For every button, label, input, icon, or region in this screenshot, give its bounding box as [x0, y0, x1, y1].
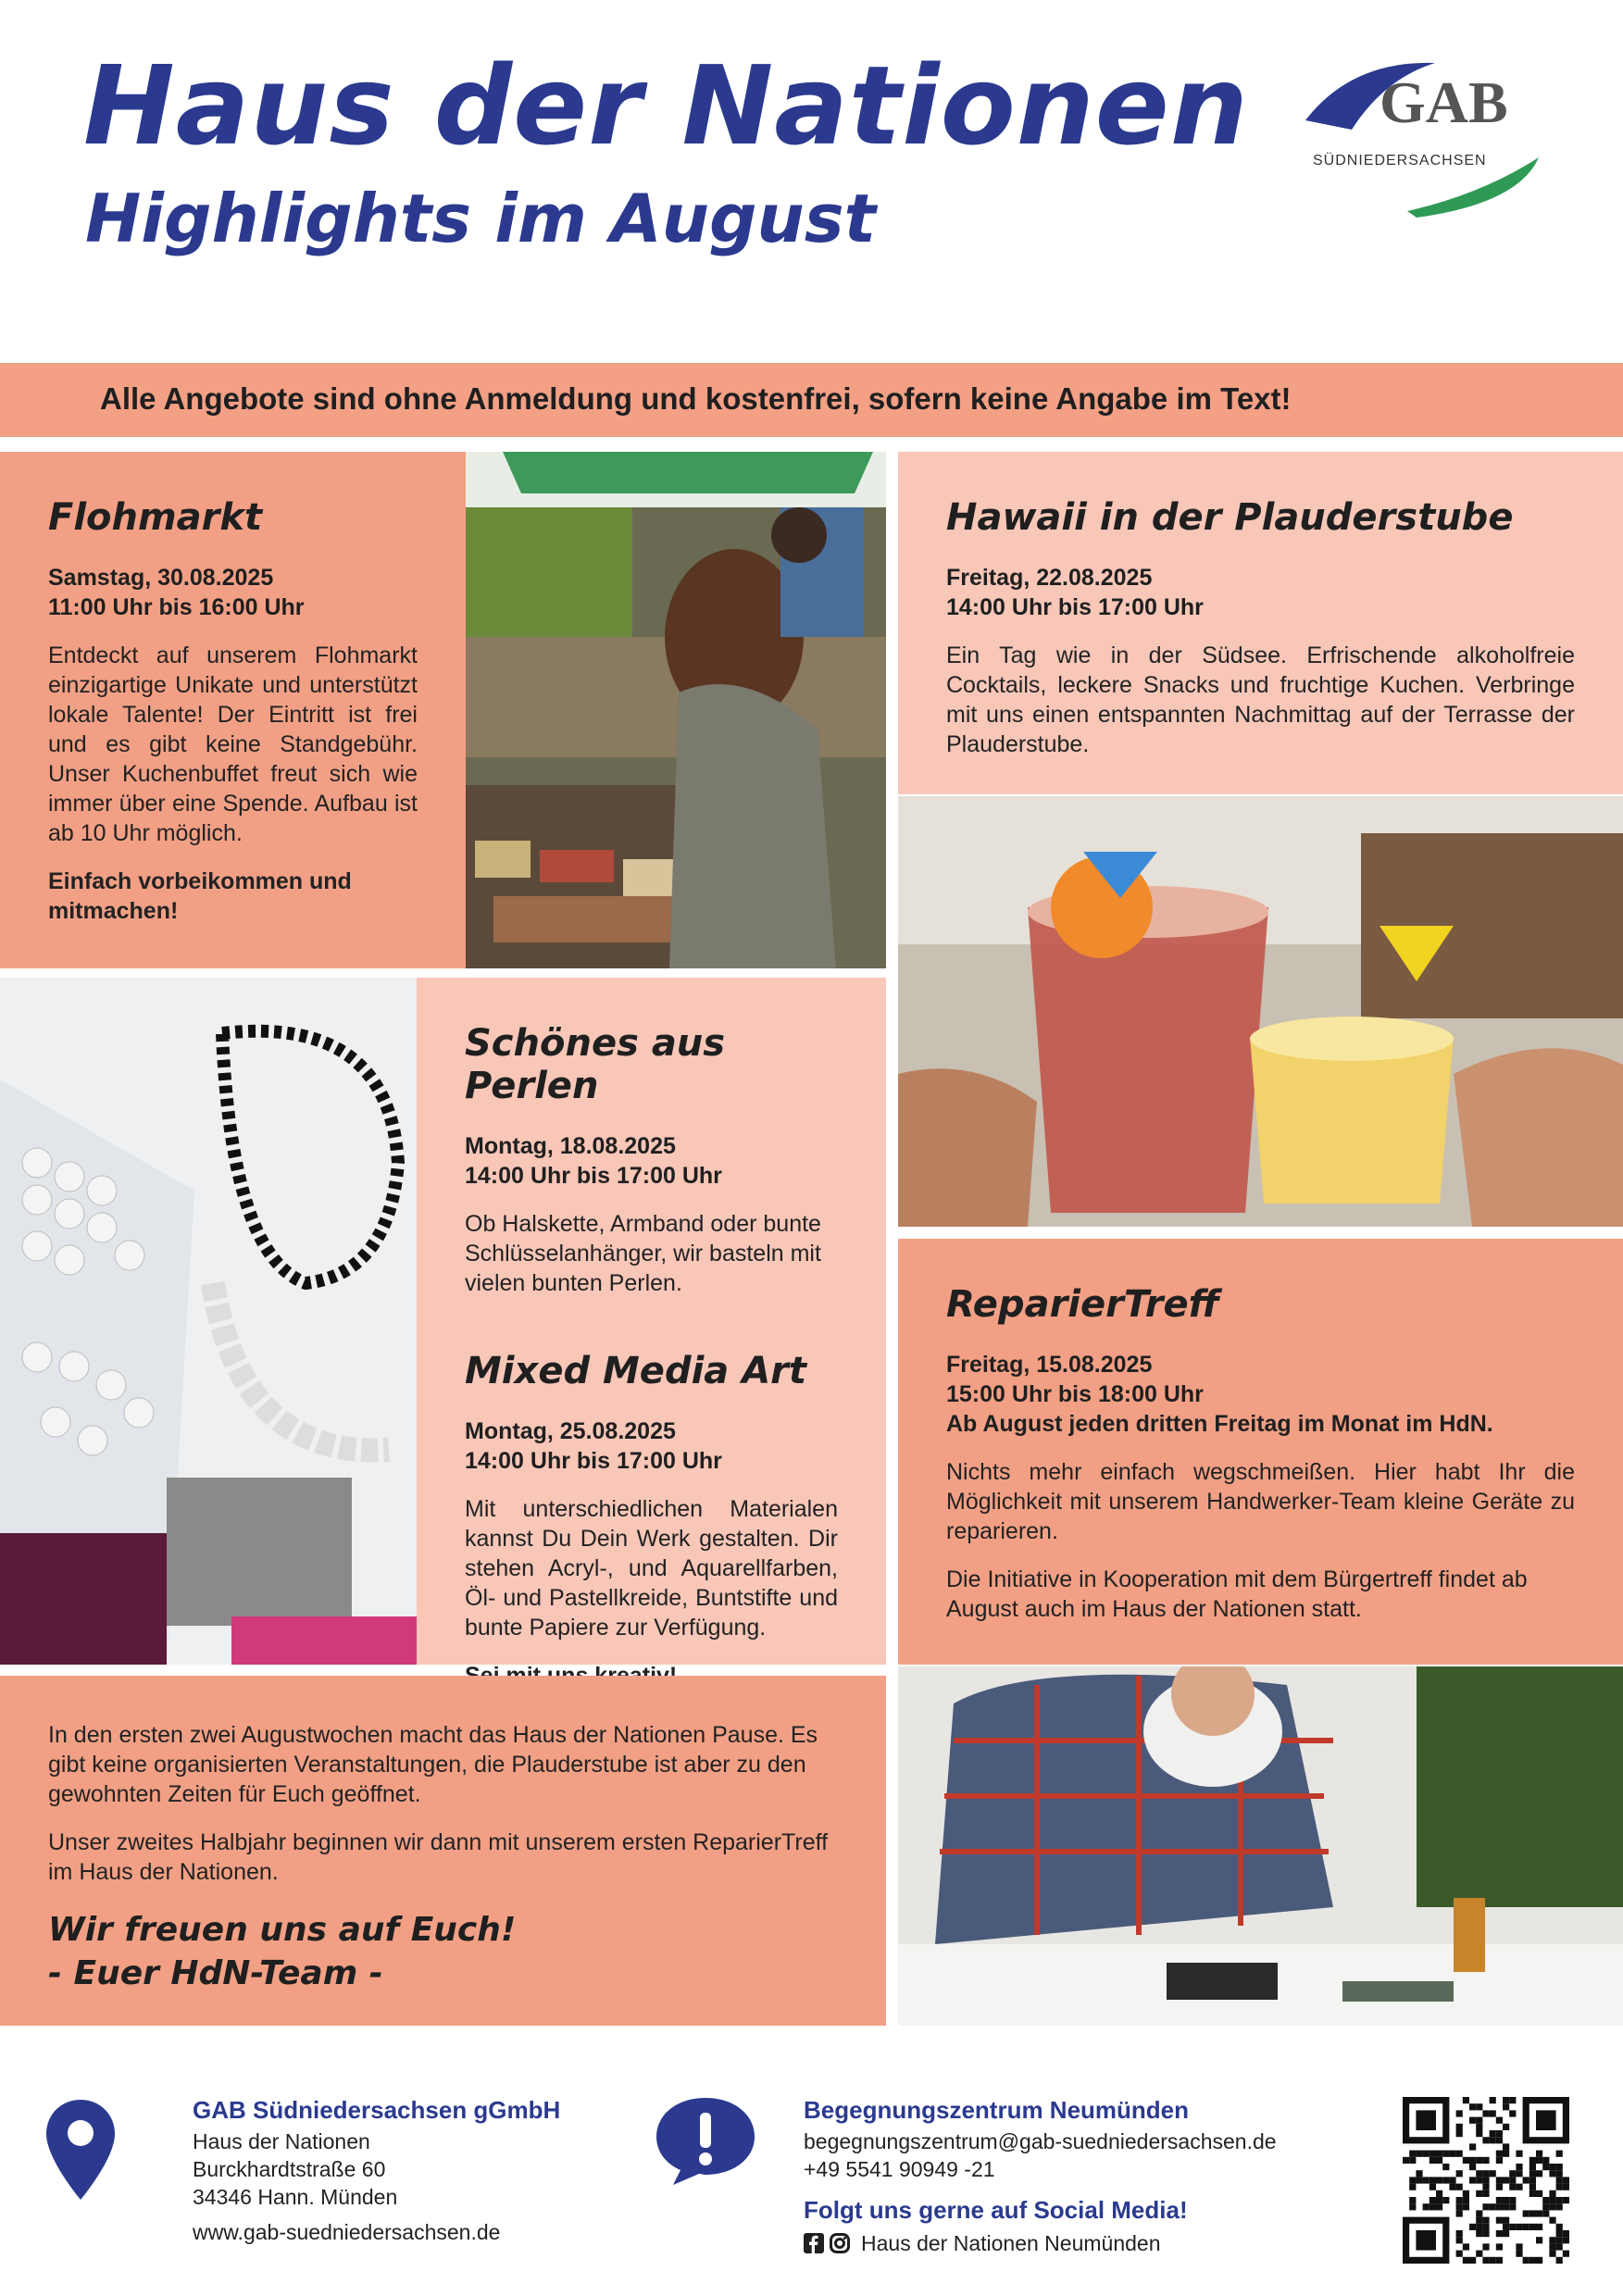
event-time: 11:00 Uhr bis 16:00 Uhr [48, 594, 305, 620]
closing-card [0, 1676, 886, 2026]
location-pin-icon [46, 2100, 115, 2200]
event-time: 14:00 Uhr bis 17:00 Uhr [465, 1163, 722, 1189]
flohmarkt-photo [466, 452, 886, 968]
event-card-perlen-mixed [417, 978, 886, 1665]
footer-social-heading: Folgt uns gerne auf Social Media! [804, 2196, 1188, 2224]
event-date: Freitag, 15.08.2025 [946, 1352, 1153, 1378]
svg-text:GAB: GAB [1380, 69, 1508, 135]
event-card-hawaii [898, 452, 1623, 794]
event-description: Ob Halskette, Armband oder bunte Schlüsselanhänger, wir basteln mit vielen bunten Perlen. [465, 1211, 821, 1296]
closing-text: In den ersten zwei Augustwochen macht das Haus der Nationen Pause. Es gibt keine organisierten Veranstaltungen, die Plauderstube ist aber zu den gewohnten Zeiten für Euch geöffnet. [48, 1722, 818, 1807]
svg-text:SÜDNIEDERSACHSEN: SÜDNIEDERSACHSEN [1313, 153, 1487, 168]
event-title: ReparierTreff [946, 1283, 1219, 1326]
instagram-icon[interactable] [830, 2233, 850, 2253]
info-banner [0, 363, 1623, 437]
event-time: 14:00 Uhr bis 17:00 Uhr [946, 594, 1204, 620]
event-description: Die Initiative in Kooperation mit dem Bürgertreff findet ab August auch im Haus der Nationen statt. [946, 1566, 1528, 1622]
closing-signoff-team: - Euer HdN-Team - [48, 1954, 383, 1992]
footer-org-name: GAB Südniedersachsen gGmbH [193, 2096, 561, 2124]
footer-address-line: 34346 Hann. Münden [193, 2185, 398, 2209]
event-description: Nichts mehr einfach wegschmeißen. Hier habt Ihr die Möglichkeit mit unserem Handwerker-Team kleine Geräte zu reparieren. [946, 1459, 1575, 1544]
repair-photo [898, 1666, 1623, 2026]
event-date: Montag, 18.08.2025 [465, 1133, 676, 1159]
closing-text: Unser zweites Halbjahr beginnen wir dann mit unserem ersten ReparierTreff im Haus der Nationen. [48, 1829, 829, 1885]
event-title: Flohmarkt [48, 496, 263, 539]
chat-exclamation-icon [653, 2094, 758, 2187]
event-title: Hawaii in der Plauderstube [946, 496, 1514, 539]
footer-center-name: Begegnungszentrum Neumünden [804, 2096, 1190, 2124]
event-title: Mixed Media Art [465, 1350, 807, 1392]
page-title: Haus der Nationen [83, 42, 1249, 169]
footer-phone: +49 5541 90949 -21 [804, 2157, 995, 2181]
footer-website-link[interactable]: www.gab-suedniedersachsen.de [193, 2220, 501, 2244]
event-description: Mit unterschiedlichen Materialen kannst Du Dein Werk gestalten. Dir stehen Acryl-, und Aquarellfarben, Öl- und Pastellkreide, Buntstifte und bunte Papiere zur Verfügung. [465, 1496, 838, 1641]
footer-social-handle[interactable]: Haus der Nationen Neumünden [861, 2231, 1161, 2255]
footer-email-link[interactable]: begegnungszentrum@gab-suedniedersachsen.de [804, 2129, 1277, 2153]
event-cta: Einfach vorbeikommen und mitmachen! [48, 868, 352, 924]
event-title: Schönes aus Perlen [465, 1022, 726, 1107]
footer-address-line: Burckhardtstraße 60 [193, 2157, 386, 2181]
event-card-flohmarkt [0, 452, 466, 968]
event-date: Freitag, 22.08.2025 [946, 565, 1153, 591]
qr-code[interactable] [1403, 2097, 1569, 2264]
event-date: Montag, 25.08.2025 [465, 1418, 676, 1444]
footer-address-line: Haus der Nationen [193, 2129, 370, 2153]
info-banner-text: Alle Angebote sind ohne Anmeldung und kostenfrei, sofern keine Angabe im Text! [100, 381, 1292, 416]
event-time: 14:00 Uhr bis 17:00 Uhr [465, 1448, 722, 1474]
cocktail-photo [898, 796, 1623, 1227]
event-card-repair [898, 1239, 1623, 1665]
facebook-icon[interactable] [804, 2233, 824, 2253]
event-date: Samstag, 30.08.2025 [48, 565, 274, 591]
closing-signoff: Wir freuen uns auf Euch! [48, 1911, 517, 1949]
event-time: 15:00 Uhr bis 18:00 Uhr [946, 1381, 1204, 1407]
event-note: Ab August jeden dritten Freitag im Monat im HdN. [946, 1411, 1493, 1437]
gab-logo [1296, 56, 1546, 222]
event-description: Ein Tag wie in der Südsee. Erfrischende alkoholfreie Cocktails, leckere Snacks und fruchtige Kuchen. Verbringe mit uns einen entspannten Nachmittag auf der Terrasse der Plauderstube. [946, 643, 1575, 757]
beads-photo [0, 978, 417, 1665]
page-subtitle: Highlights im August [85, 180, 877, 257]
event-description: Entdeckt auf unserem Flohmarkt einzigartige Unikate und unterstützt lokale Talente! Der Eintritt ist frei und es gibt keine Standgebühr. Unser Kuchenbuffet freut sich wie immer über eine Spende. Aufbau ist ab 10 Uhr möglich. [48, 643, 418, 846]
